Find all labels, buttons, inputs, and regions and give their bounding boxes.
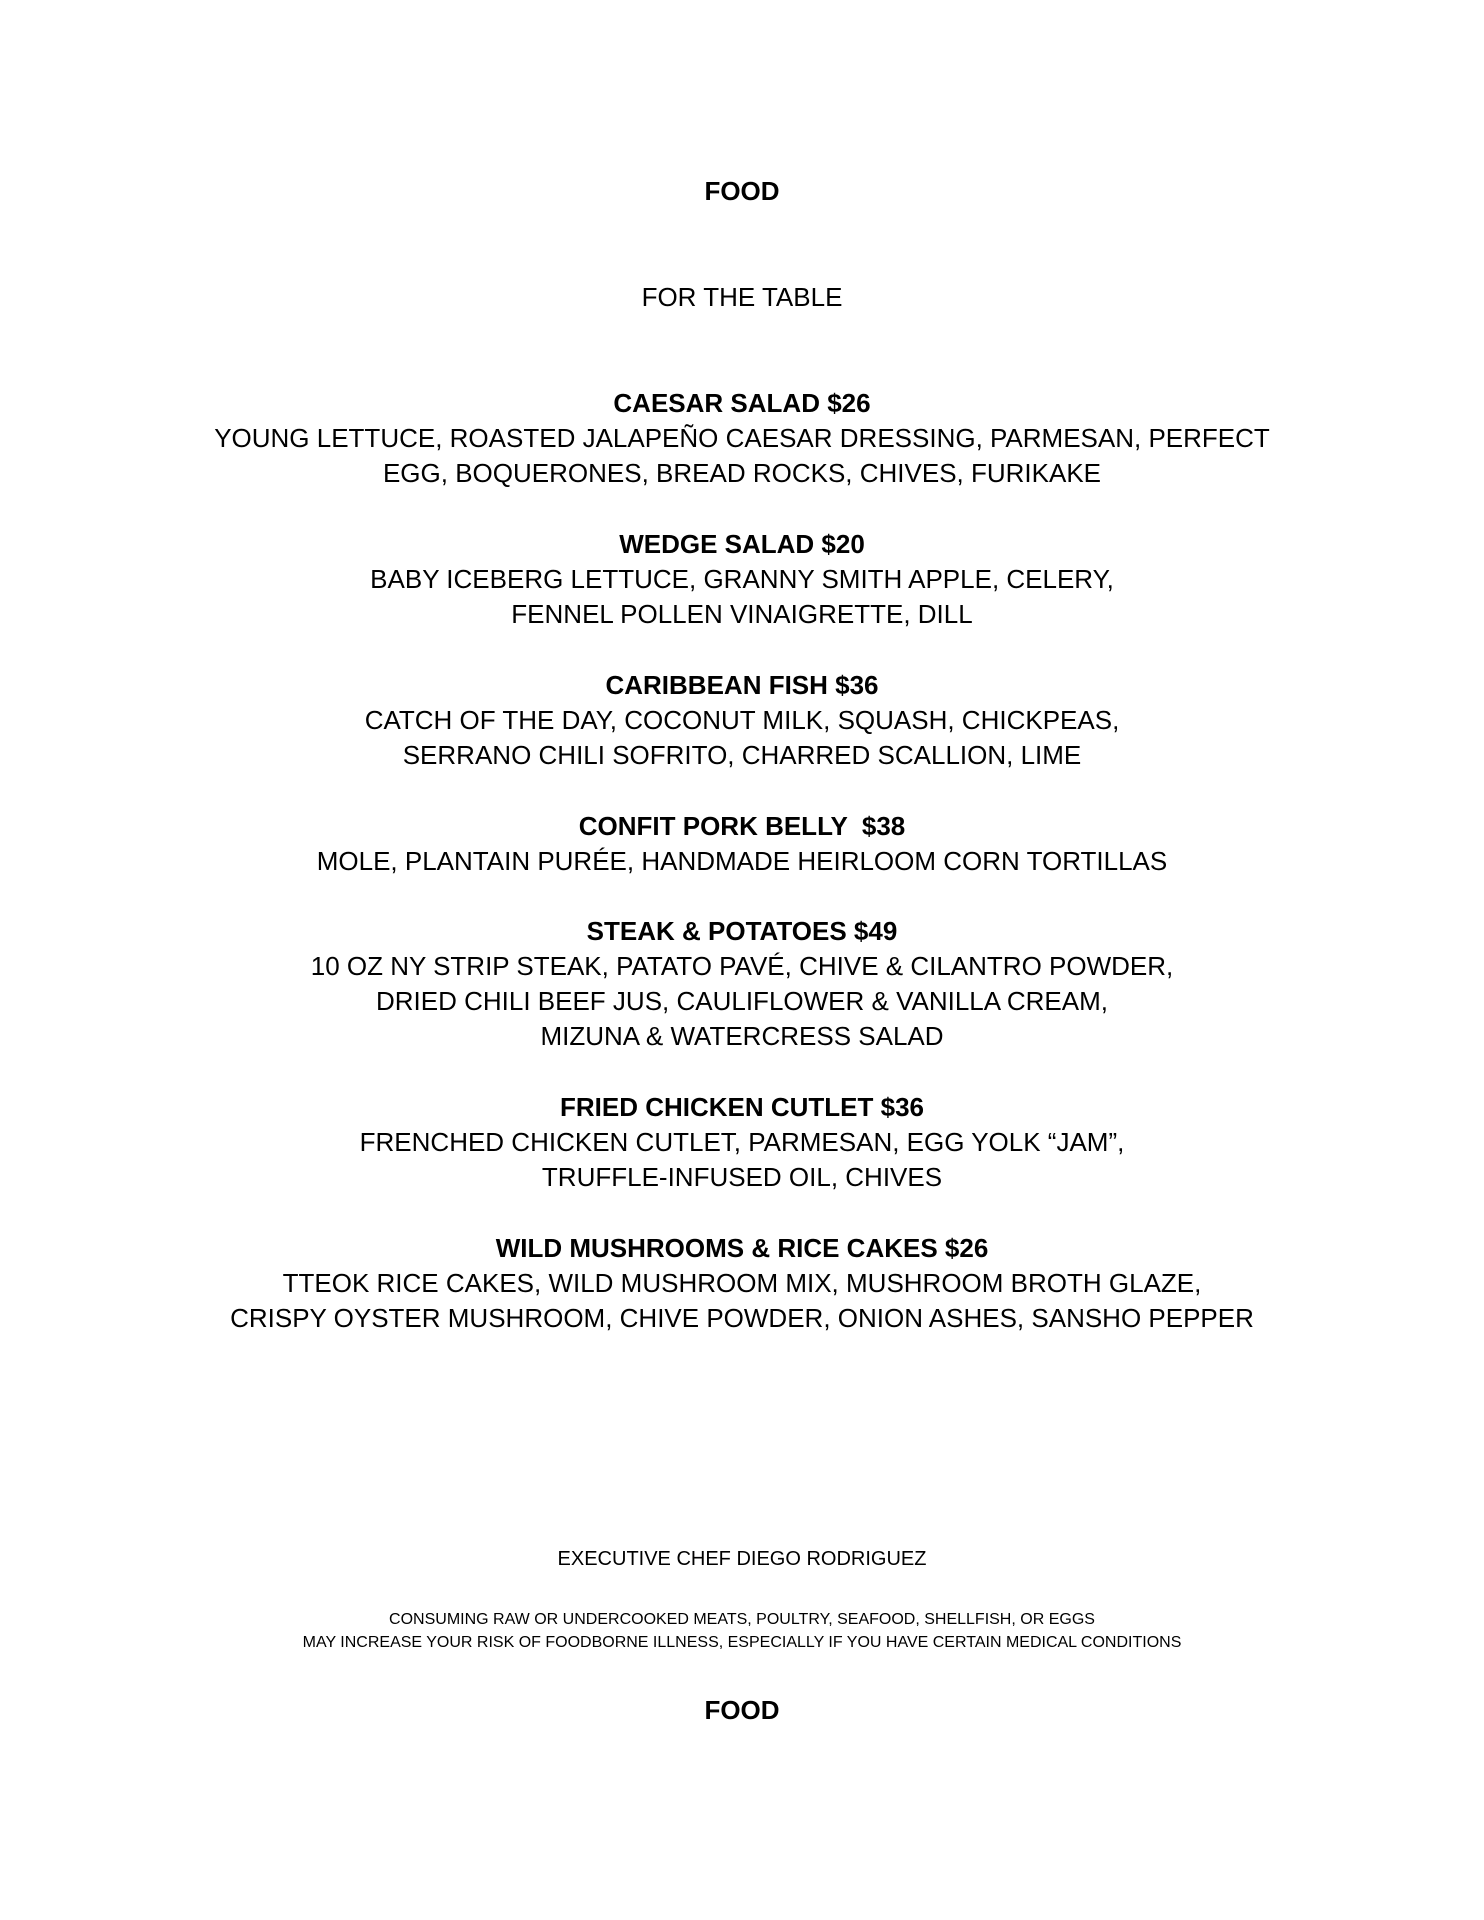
menu-item-title: CONFIT PORK BELLY $38: [578, 811, 906, 841]
menu-item-description: 10 OZ NY STRIP STEAK, PATATO PAVÉ, CHIVE & CILANTRO POWDER,: [310, 951, 1174, 981]
menu-item-description: TTEOK RICE CAKES, WILD MUSHROOM MIX, MUSHROOM BROTH GLAZE,: [282, 1268, 1202, 1298]
disclaimer-line: MAY INCREASE YOUR RISK OF FOODBORNE ILLNESS, ESPECIALLY IF YOU HAVE CERTAIN MEDICAL CONDITIONS: [302, 1634, 1182, 1651]
menu-item-description: FRENCHED CHICKEN CUTLET, PARMESAN, EGG YOLK “JAM”,: [359, 1127, 1125, 1157]
disclaimer-line: CONSUMING RAW OR UNDERCOOKED MEATS, POULTRY, SEAFOOD, SHELLFISH, OR EGGS: [389, 1611, 1095, 1628]
menu-item-description: MIZUNA & WATERCRESS SALAD: [540, 1021, 944, 1051]
menu-item-title: WEDGE SALAD $20: [619, 529, 865, 559]
menu-item-description: SERRANO CHILI SOFRITO, CHARRED SCALLION, LIME: [402, 740, 1082, 770]
menu-header: FOOD: [704, 176, 780, 206]
menu-item-title: STEAK & POTATOES $49: [586, 916, 898, 946]
menu-item-title: CARIBBEAN FISH $36: [605, 670, 879, 700]
menu-item-description: FENNEL POLLEN VINAIGRETTE, DILL: [511, 599, 973, 629]
menu-item-description: CATCH OF THE DAY, COCONUT MILK, SQUASH, CHICKPEAS,: [364, 705, 1120, 735]
menu-item-title: CAESAR SALAD $26: [613, 388, 871, 418]
menu-item-title: WILD MUSHROOMS & RICE CAKES $26: [495, 1233, 989, 1263]
menu-item-description: BABY ICEBERG LETTUCE, GRANNY SMITH APPLE, CELERY,: [370, 564, 1114, 594]
menu-item-description: MOLE, PLANTAIN PURÉE, HANDMADE HEIRLOOM CORN TORTILLAS: [316, 846, 1168, 876]
menu-item-description: EGG, BOQUERONES, BREAD ROCKS, CHIVES, FURIKAKE: [382, 458, 1102, 488]
menu-item-title: FRIED CHICKEN CUTLET $36: [559, 1092, 925, 1122]
menu-footer: FOOD: [704, 1695, 780, 1725]
menu-item-description: TRUFFLE-INFUSED OIL, CHIVES: [541, 1162, 943, 1192]
menu-item-description: CRISPY OYSTER MUSHROOM, CHIVE POWDER, ONION ASHES, SANSHO PEPPER: [230, 1303, 1254, 1333]
menu-item-description: YOUNG LETTUCE, ROASTED JALAPEÑO CAESAR DRESSING, PARMESAN, PERFECT: [214, 423, 1270, 453]
section-title: FOR THE TABLE: [641, 282, 843, 312]
menu-item-description: DRIED CHILI BEEF JUS, CAULIFLOWER & VANILLA CREAM,: [375, 986, 1108, 1016]
executive-chef: EXECUTIVE CHEF DIEGO RODRIGUEZ: [557, 1548, 927, 1570]
